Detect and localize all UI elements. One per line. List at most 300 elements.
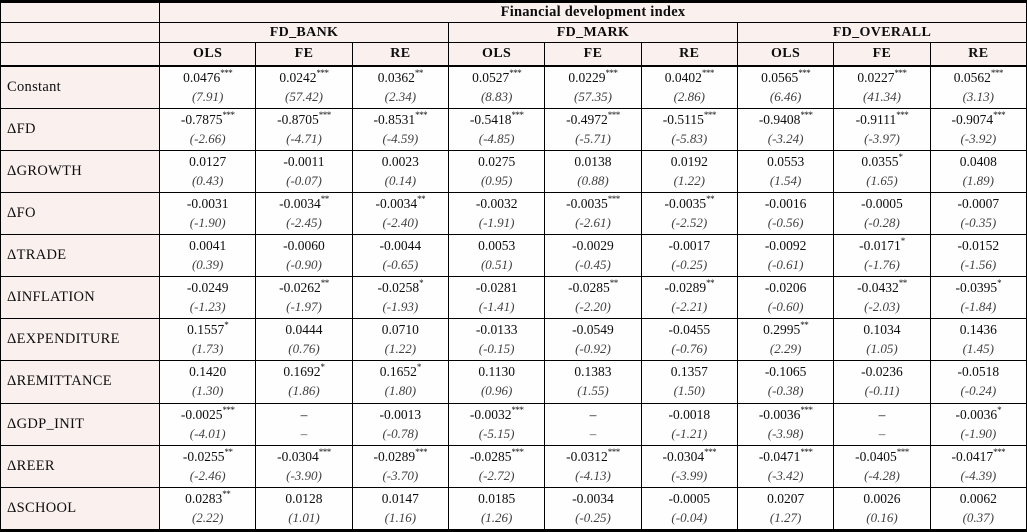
- t-stat: (-4.85): [478, 130, 515, 146]
- significance-stars: ***: [990, 67, 1003, 78]
- coef-value: 0.0408: [959, 153, 997, 169]
- coef-value: -0.8531***: [373, 109, 428, 127]
- coef-value: -0.0518: [957, 364, 1000, 380]
- t-stat: (-0.45): [575, 257, 611, 273]
- t-stat: (-4.71): [286, 130, 322, 146]
- coef-cell: [545, 403, 641, 445]
- coef-value: 0.0355*: [861, 151, 903, 169]
- coef-cell: [256, 361, 352, 403]
- coef-cell: [641, 487, 737, 530]
- significance-stars: *: [419, 278, 424, 289]
- t-stat: (-2.45): [286, 214, 322, 230]
- significance-stars: ***: [701, 67, 714, 78]
- coef-cell: [160, 361, 256, 403]
- t-stat: (-0.76): [671, 341, 708, 357]
- coef-value: -0.0035***: [566, 193, 620, 211]
- t-stat: (-0.56): [767, 214, 804, 230]
- t-stat: (-4.28): [864, 467, 900, 483]
- coef-cell: [352, 361, 448, 403]
- coef-value: -0.0152: [957, 238, 1000, 254]
- coef-cell: [160, 487, 256, 530]
- group-header-fd-overall: FD_OVERALL: [737, 23, 1026, 43]
- group-header-fd-bank: FD_BANK: [160, 23, 449, 43]
- significance-stars: **: [417, 193, 426, 204]
- t-stat: (1.22): [673, 172, 706, 188]
- coef-value: -0.0031: [186, 195, 229, 211]
- coef-cell: [930, 108, 1026, 150]
- significance-stars: **: [706, 278, 715, 289]
- coef-cell: [930, 319, 1026, 361]
- coef-value: 0.0023: [381, 153, 419, 169]
- t-stat: (-1.93): [382, 299, 419, 315]
- coef-cell: [448, 108, 544, 150]
- t-stat: (-0.61): [767, 257, 804, 273]
- coef-value: 0.0565***: [761, 67, 811, 85]
- significance-stars: ***: [703, 109, 716, 120]
- significance-stars: *: [898, 151, 903, 162]
- significance-stars: **: [706, 193, 715, 204]
- t-stat: (-0.15): [478, 341, 515, 357]
- table-row: [1, 277, 1027, 319]
- coef-value: -0.0029: [572, 238, 614, 254]
- t-stat: (-0.35): [960, 214, 997, 230]
- coef-value: 0.0476***: [183, 67, 233, 85]
- coef-value: 0.1357: [670, 364, 708, 380]
- coef-cell: [256, 235, 352, 277]
- coef-cell: [834, 192, 930, 234]
- t-stat: (1.54): [769, 172, 802, 188]
- coef-value: -0.0281: [475, 280, 518, 296]
- coef-value: -0.0304***: [277, 446, 331, 464]
- coef-value: 0.0553: [767, 153, 805, 169]
- row-label: ΔFD: [1, 108, 160, 150]
- coef-cell: [641, 108, 737, 150]
- t-stat: (1.80): [384, 383, 417, 399]
- coef-value: -0.0011: [283, 153, 325, 169]
- coef-value: –: [878, 406, 886, 422]
- coef-cell: [641, 361, 737, 403]
- coef-value: -0.0133: [475, 322, 518, 338]
- significance-stars: ***: [704, 446, 717, 457]
- coef-value: -0.0044: [379, 238, 422, 254]
- coef-value: -0.0206: [764, 280, 807, 296]
- t-stat: (-2.52): [671, 214, 708, 230]
- coef-value: -0.1065: [764, 364, 807, 380]
- coef-cell: [834, 487, 930, 530]
- significance-stars: *: [997, 278, 1002, 289]
- significance-stars: **: [609, 278, 618, 289]
- t-stat: (-2.66): [189, 130, 226, 146]
- t-stat: (-1.97): [286, 299, 322, 315]
- coef-cell: [737, 361, 833, 403]
- coef-value: -0.0262**: [279, 278, 329, 296]
- coef-cell: [737, 192, 833, 234]
- coef-cell: [545, 108, 641, 150]
- coef-value: 0.0128: [285, 490, 323, 506]
- corner-cell: [1, 23, 160, 43]
- t-stat: (-2.46): [189, 467, 226, 483]
- significance-stars: ***: [511, 404, 524, 415]
- t-stat: (-1.76): [864, 257, 900, 273]
- coef-cell: [160, 192, 256, 234]
- coef-cell: [834, 66, 930, 109]
- significance-stars: ***: [605, 67, 618, 78]
- column-header-re-1: RE: [641, 43, 737, 66]
- significance-stars: *: [900, 236, 905, 247]
- table-row: [1, 445, 1027, 487]
- coef-cell: [352, 192, 448, 234]
- coef-value: 0.0138: [574, 153, 612, 169]
- t-stat: (-0.60): [767, 299, 804, 315]
- t-stat: (1.16): [384, 509, 417, 525]
- coef-cell: [834, 150, 930, 192]
- coef-cell: [641, 277, 737, 319]
- coef-cell: [545, 192, 641, 234]
- coef-cell: [834, 445, 930, 487]
- coef-cell: [930, 66, 1026, 109]
- significance-stars: ***: [318, 109, 331, 120]
- t-stat: (0.16): [866, 509, 898, 525]
- t-stat: (2.29): [769, 341, 802, 357]
- t-stat: (57.42): [285, 88, 323, 104]
- coef-cell: [256, 66, 352, 109]
- coef-value: 0.0229***: [568, 67, 618, 85]
- coef-cell: [737, 150, 833, 192]
- group-header-fd-mark: FD_MARK: [448, 23, 737, 43]
- coef-cell: [545, 445, 641, 487]
- coef-cell: [256, 192, 352, 234]
- significance-stars: ***: [800, 404, 813, 415]
- coef-cell: [352, 319, 448, 361]
- significance-stars: ***: [798, 67, 811, 78]
- row-label: ΔSCHOOL: [1, 487, 160, 530]
- significance-stars: **: [320, 193, 329, 204]
- coef-cell: [352, 235, 448, 277]
- t-stat: (-1.90): [960, 425, 997, 441]
- coef-value: -0.0007: [957, 195, 1000, 211]
- coef-cell: [930, 487, 1026, 530]
- coef-cell: [448, 66, 544, 109]
- t-stat: (3.13): [962, 88, 995, 104]
- column-header-re-2: RE: [930, 43, 1026, 66]
- coef-cell: [545, 319, 641, 361]
- coef-cell: [834, 361, 930, 403]
- coef-cell: [448, 403, 544, 445]
- t-stat: (-3.42): [767, 467, 804, 483]
- significance-stars: ***: [415, 446, 428, 457]
- coef-value: -0.0285**: [568, 278, 618, 296]
- significance-stars: *: [320, 362, 325, 373]
- coef-cell: [160, 277, 256, 319]
- coef-value: 0.1383: [574, 364, 612, 380]
- table-row: [1, 235, 1027, 277]
- coef-cell: [256, 445, 352, 487]
- significance-stars: ***: [222, 404, 235, 415]
- coef-value: 0.1436: [959, 322, 997, 338]
- row-label: ΔFO: [1, 192, 160, 234]
- t-stat: (1.50): [673, 383, 706, 399]
- coef-value: 0.0026: [863, 490, 901, 506]
- table-row: [1, 361, 1027, 403]
- coef-value: 0.0444: [285, 322, 323, 338]
- column-header-ols-2: OLS: [737, 43, 833, 66]
- coef-cell: [641, 403, 737, 445]
- t-stat: (-2.20): [575, 299, 611, 315]
- coef-value: -0.0025***: [180, 404, 235, 422]
- coef-value: 0.0362**: [377, 67, 423, 85]
- coef-cell: [834, 277, 930, 319]
- t-stat: (2.22): [191, 509, 224, 525]
- t-stat: (8.83): [480, 88, 513, 104]
- coef-value: -0.0034: [572, 490, 614, 506]
- coef-value: 0.1692*: [283, 362, 325, 380]
- coef-cell: [930, 192, 1026, 234]
- coef-cell: [545, 487, 641, 530]
- coef-value: 0.0227***: [857, 67, 907, 85]
- significance-stars: ***: [318, 446, 331, 457]
- coef-cell: [545, 66, 641, 109]
- coef-value: 0.0710: [381, 322, 419, 338]
- row-label: ΔGDP_INIT: [1, 403, 160, 445]
- significance-stars: ***: [222, 109, 235, 120]
- significance-stars: ***: [800, 109, 813, 120]
- t-stat: (-1.41): [478, 299, 515, 315]
- coef-cell: [448, 319, 544, 361]
- table-title: Financial development index: [160, 2, 1027, 23]
- t-stat: (1.45): [962, 341, 995, 357]
- t-stat: (0.43): [191, 172, 224, 188]
- t-stat: (0.14): [384, 172, 417, 188]
- coef-cell: [160, 445, 256, 487]
- coef-value: -0.0171*: [859, 236, 905, 254]
- t-stat: (-2.72): [478, 467, 515, 483]
- coef-value: -0.0092: [764, 238, 807, 254]
- coef-value: -0.7875***: [180, 109, 235, 127]
- t-stat: (-1.23): [189, 299, 226, 315]
- coef-cell: [545, 277, 641, 319]
- coef-value: -0.8705***: [277, 109, 331, 127]
- coef-value: -0.0017: [668, 238, 711, 254]
- t-stat: (-2.61): [575, 214, 611, 230]
- row-label: ΔGROWTH: [1, 150, 160, 192]
- coef-cell: [545, 235, 641, 277]
- coef-cell: [737, 277, 833, 319]
- coef-cell: [160, 235, 256, 277]
- coef-value: -0.4972***: [566, 109, 620, 127]
- t-stat: (-3.99): [671, 467, 708, 483]
- t-stat: (-0.11): [864, 383, 900, 399]
- t-stat: (-1.91): [478, 214, 515, 230]
- coef-value: -0.0395*: [955, 278, 1002, 296]
- coef-cell: [930, 235, 1026, 277]
- coef-value: 0.0041: [189, 238, 227, 254]
- coef-value: -0.0405***: [855, 446, 909, 464]
- coef-cell: [448, 192, 544, 234]
- coef-value: -0.0060: [283, 238, 325, 254]
- coef-value: -0.0236: [861, 364, 903, 380]
- significance-stars: ***: [511, 446, 524, 457]
- coef-value: 0.0562***: [953, 67, 1003, 85]
- coef-value: -0.0304***: [662, 446, 717, 464]
- coef-cell: [352, 277, 448, 319]
- t-stat: (-3.90): [286, 467, 322, 483]
- t-stat: (-4.13): [575, 467, 611, 483]
- t-stat: (-5.71): [575, 130, 611, 146]
- coef-cell: [737, 403, 833, 445]
- significance-stars: **: [320, 278, 329, 289]
- t-stat: (1.86): [288, 383, 320, 399]
- t-stat: (0.51): [480, 257, 513, 273]
- significance-stars: ***: [896, 109, 909, 120]
- column-header-fe-2: FE: [834, 43, 930, 66]
- coef-value: –: [589, 406, 597, 422]
- t-stat: (-0.25): [671, 257, 708, 273]
- coef-cell: [160, 150, 256, 192]
- coef-cell: [641, 150, 737, 192]
- row-label: Constant: [1, 66, 160, 109]
- coef-cell: [545, 150, 641, 192]
- coef-value: 0.0192: [670, 153, 708, 169]
- table-row: [1, 66, 1027, 109]
- coef-cell: [256, 150, 352, 192]
- coef-cell: [737, 235, 833, 277]
- coef-value: 0.0053: [478, 238, 516, 254]
- coef-value: –: [300, 406, 308, 422]
- coef-value: -0.0005: [668, 490, 711, 506]
- t-stat: (1.89): [962, 172, 995, 188]
- column-header-fe-1: FE: [545, 43, 641, 66]
- coef-value: 0.1034: [863, 322, 901, 338]
- coef-cell: [448, 277, 544, 319]
- column-header-ols-0: OLS: [160, 43, 256, 66]
- row-label: ΔREMITTANCE: [1, 361, 160, 403]
- coef-value: -0.0289***: [373, 446, 428, 464]
- t-stat: (-0.25): [575, 509, 611, 525]
- significance-stars: ***: [220, 67, 233, 78]
- coef-cell: [641, 192, 737, 234]
- significance-stars: ***: [896, 446, 909, 457]
- coef-value: -0.0034**: [279, 193, 329, 211]
- coef-cell: [256, 487, 352, 530]
- t-stat: (0.37): [962, 509, 995, 525]
- t-stat: (-2.03): [864, 299, 900, 315]
- t-stat: (-4.01): [189, 425, 226, 441]
- coef-cell: [930, 277, 1026, 319]
- coef-cell: [160, 108, 256, 150]
- coef-cell: [930, 445, 1026, 487]
- table-row: [1, 150, 1027, 192]
- coef-value: -0.9111***: [855, 109, 909, 127]
- coef-value: -0.5115***: [662, 109, 716, 127]
- coef-value: -0.0035**: [664, 193, 715, 211]
- estimator-header-row: [1, 43, 1027, 66]
- t-stat: (1.73): [191, 341, 224, 357]
- coef-value: 0.0402***: [664, 67, 714, 85]
- coef-value: -0.9408***: [758, 109, 813, 127]
- t-stat: (-3.24): [767, 130, 804, 146]
- coef-cell: [834, 403, 930, 445]
- coef-cell: [737, 319, 833, 361]
- t-stat: (-0.78): [382, 425, 419, 441]
- coef-value: -0.0432**: [857, 278, 907, 296]
- t-stat: (-0.90): [286, 257, 322, 273]
- t-stat: (-0.07): [286, 172, 322, 188]
- coef-cell: [930, 361, 1026, 403]
- coef-cell: [930, 150, 1026, 192]
- coef-value: -0.0013: [379, 406, 422, 422]
- coef-cell: [737, 487, 833, 530]
- significance-stars: ***: [415, 109, 428, 120]
- coef-cell: [352, 445, 448, 487]
- t-stat: (-0.92): [575, 341, 611, 357]
- significance-stars: *: [224, 320, 229, 331]
- t-stat: (6.46): [769, 88, 802, 104]
- coef-value: 0.2995**: [763, 320, 809, 338]
- significance-stars: *: [416, 362, 421, 373]
- coef-value: 0.1130: [478, 364, 515, 380]
- coef-value: -0.0312***: [566, 446, 620, 464]
- coef-cell: [930, 403, 1026, 445]
- coef-cell: [834, 235, 930, 277]
- t-stat: (0.95): [480, 172, 513, 188]
- t-stat: (-2.40): [382, 214, 419, 230]
- coef-value: 0.0127: [189, 153, 227, 169]
- t-stat: (-0.04): [671, 509, 708, 525]
- coef-cell: [737, 66, 833, 109]
- t-stat: (-4.39): [960, 467, 997, 483]
- t-stat: (-5.83): [671, 130, 708, 146]
- t-stat: (-0.24): [960, 383, 997, 399]
- coef-value: -0.0258*: [377, 278, 424, 296]
- coef-cell: [737, 108, 833, 150]
- coef-value: -0.5418***: [469, 109, 524, 127]
- coef-cell: [256, 277, 352, 319]
- coef-value: 0.1420: [189, 364, 227, 380]
- significance-stars: ***: [511, 109, 524, 120]
- coef-value: -0.0417***: [951, 446, 1006, 464]
- t-stat: (41.34): [863, 88, 901, 104]
- t-stat: (-3.98): [767, 425, 804, 441]
- row-label: ΔEXPENDITURE: [1, 319, 160, 361]
- significance-stars: ***: [607, 446, 620, 457]
- coef-value: -0.0034**: [375, 193, 426, 211]
- t-stat: –: [589, 425, 597, 441]
- t-stat: (7.91): [191, 88, 224, 104]
- t-stat: (-3.97): [864, 130, 900, 146]
- t-stat: –: [878, 425, 886, 441]
- coef-value: 0.0147: [381, 490, 419, 506]
- coef-value: 0.0207: [767, 490, 805, 506]
- row-label: ΔREER: [1, 445, 160, 487]
- coef-cell: [641, 235, 737, 277]
- t-stat: (0.39): [191, 257, 224, 273]
- coef-value: 0.0185: [478, 490, 516, 506]
- coef-cell: [737, 445, 833, 487]
- coef-value: -0.9074***: [951, 109, 1006, 127]
- column-header-ols-1: OLS: [448, 43, 544, 66]
- t-stat: (-1.84): [960, 299, 997, 315]
- coef-value: -0.0032: [475, 195, 518, 211]
- significance-stars: ***: [509, 67, 522, 78]
- coef-cell: [448, 235, 544, 277]
- coef-cell: [448, 361, 544, 403]
- t-stat: (-1.90): [189, 214, 226, 230]
- significance-stars: **: [224, 446, 233, 457]
- t-stat: (1.65): [866, 172, 898, 188]
- coef-value: -0.0032***: [469, 404, 524, 422]
- t-stat: (2.34): [384, 88, 417, 104]
- coef-value: 0.0242***: [279, 67, 329, 85]
